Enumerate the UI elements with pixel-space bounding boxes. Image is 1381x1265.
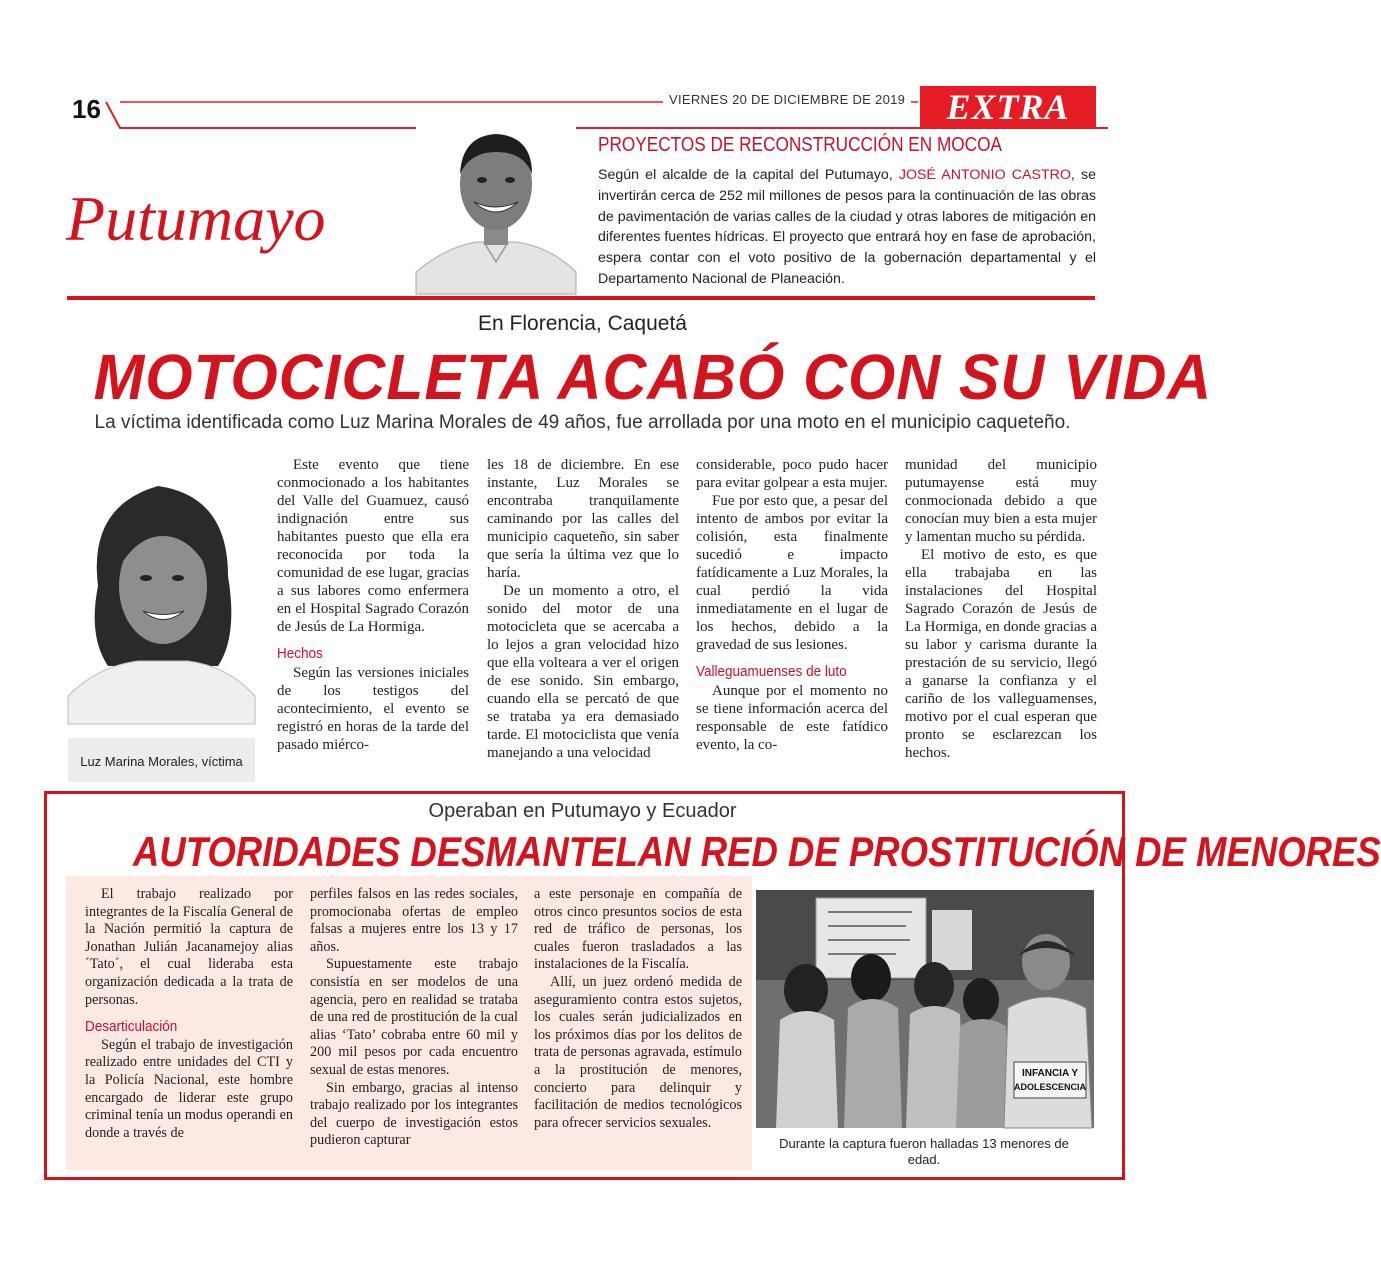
story-subhead-hechos: Hechos: [277, 645, 323, 662]
paragraph: munidad del municipio putumayense está muy conmocionada debido a que conocían muy bien a esta mujer y lamentan mucho su pérdida.: [905, 457, 1097, 545]
victim-photo: [68, 466, 255, 724]
story-column-4: [905, 456, 1097, 762]
paragraph: Sin embargo, gracias al intenso trabajo realizado por los integrantes del cuerpo de investigación estos pudieron capturar: [310, 1079, 518, 1149]
paragraph: Según las versiones iniciales de los testigos del acontecimiento, el evento se registró en horas de la tarde del pasado miérco-: [277, 665, 469, 753]
story-column-2: [487, 456, 679, 762]
vest-label-line-1: INFANCIA Y: [1021, 1068, 1079, 1079]
paragraph: El trabajo realizado por integrantes de la Fiscalía General de la Nación permitió la captura de Jonathan Julián Jacanamejoy alias ´Tato´, el cual lideraba esta organización dedicada a la trata de personas.: [85, 886, 293, 1008]
paragraph: Este evento que tiene conmocionado a los habitantes del Valle del Guamuez, causó indignación entre sus habitantes puesto que ella era reconocida por toda la comunidad de ese lugar, gracias a sus labores como enfermera en el Hospital Sagrado Corazón de Jesús de La Hormiga.: [277, 457, 469, 635]
paragraph: les 18 de diciembre. En ese instante, Luz Morales se encontraba tranquilamente caminando por las calles del municipio caqueteño, sin saber que sería la última vez que lo haría.: [487, 457, 679, 581]
raid-photo-caption: Durante la captura fueron halladas 13 menores de edad.: [779, 1136, 1069, 1167]
boxed-column-1: [85, 886, 293, 1142]
story-column-3: [696, 456, 888, 754]
issue-date: VIERNES 20 DE DICIEMBRE DE 2019: [663, 92, 911, 107]
brief-text-start: Según el alcalde de la capital del Putumayo,: [598, 167, 899, 183]
section-divider: [67, 296, 1095, 300]
story-deck: La víctima identificada como Luz Marina Morales de 49 años, fue arrollada por una moto en el municipio caqueteño.: [94, 412, 1071, 433]
brief-text-end: , se invertirán cerca de 252 mil millones de pesos para la continuación de las obras de pavimentación de varias calles de la ciudad y otras labores de mitigación en diferentes fuentes hídricas. El proyecto que entrará hoy en fase de aprobación, espera contar con el voto positivo de la gobernación departamental y el Departamento Nacional de Planeación.: [598, 167, 1096, 287]
boxed-column-2: [310, 886, 518, 1150]
paragraph: Allí, un juez ordenó medida de aseguramiento contra estos sujetos, los cuales serán judicializados en los próximos días por los delitos de trata de personas agravada, estímulo a la prostitución de menores, concierto para delinquir y facilitación de medios tecnológicos para ofrecer servicios sexuales.: [534, 973, 742, 1131]
paragraph: a este personaje en compañía de otros cinco presuntos socios de esta red de tráfico de personas, los cuales fueron trasladados a las instalaciones de la Fiscalía.: [534, 886, 742, 973]
brief-text: [598, 165, 1096, 290]
paragraph: considerable, poco pudo hacer para evitar golpear a esta mujer.: [696, 457, 888, 491]
brief-title: PROYECTOS DE RECONSTRUCCIÓN EN MOCOA: [598, 134, 1002, 156]
boxed-subhead-desarticulacion: Desarticulación: [85, 1018, 178, 1036]
section-title: Putumayo: [66, 183, 326, 254]
paragraph: Según el trabajo de investigación realizado entre unidades del CTI y la Policía Nacional, este hombre encargado de liderar este grupo criminal tenía un modus operandi en donde a través de: [85, 1036, 293, 1141]
brief-highlight-name: JOSÉ ANTONIO CASTRO: [898, 167, 1071, 183]
mayor-portrait: [416, 122, 576, 294]
boxed-column-3: [534, 886, 742, 1132]
masthead-logo: EXTRA: [920, 86, 1096, 128]
paragraph: Supuestamente este trabajo consistía en ser modelos de una agencia, pero en realidad se trataba de una red de prostitución de la cual alias ‘Tato’ cobraba entre 60 mil y 200 mil pesos por cada encuentro sexual de estas menores.: [310, 956, 518, 1078]
boxed-story-headline: AUTORIDADES DESMANTELAN RED DE PROSTITUCIÓN DE MENORES: [132, 828, 1381, 875]
paragraph: Fue por esto que, a pesar del intento de ambos por evitar la colisión, esta finalmente sucedió e impacto fatídicamente a Luz Morales, la cual perdió la vida inmediatamente en el lugar de los hechos, debido a la gravedad de sus lesiones.: [696, 493, 888, 653]
page-number: 16: [72, 94, 101, 124]
paragraph: De un momento a otro, el sonido del motor de una motocicleta que se acercaba a lo lejos a gran velocidad hizo que ella volteara a ver el origen de ese sonido. Sin embargo, cuando ella se percató de que se trataba ya era demasiado tarde. El motociclista que venía manejando a una velocidad: [487, 583, 679, 761]
vest-label-line-2: ADOLESCENCIA: [1013, 1082, 1087, 1092]
story-kicker: En Florencia, Caquetá: [478, 312, 687, 335]
story-column-1: [277, 456, 469, 754]
paragraph: Aunque por el momento no se tiene información acerca del responsable de este fatídico evento, la co-: [696, 683, 888, 753]
story-headline: MOTOCICLETA ACABÓ CON SU VIDA: [93, 341, 1213, 413]
story-subhead-luto: Valleguamuenses de luto: [696, 663, 847, 680]
paragraph: El motivo de esto, es que ella trabajaba en las instalaciones del Hospital Sagrado Corazón de Jesús de La Hormiga, en donde gracias a su labor y carisma durante la prestación de su servicio, llegó a ganarse la confianza y el cariño de los valleguamenses, motivo por el cual esperan que pronto se esclarezcan los hechos.: [905, 547, 1097, 761]
victim-photo-caption: Luz Marina Morales, víctima: [80, 754, 243, 769]
raid-photo: [756, 890, 1094, 1128]
boxed-story-kicker: Operaban en Putumayo y Ecuador: [428, 800, 737, 822]
paragraph: perfiles falsos en las redes sociales, promocionaba ofertas de empleo falsas a mujeres entre los 13 y 17 años.: [310, 886, 518, 955]
